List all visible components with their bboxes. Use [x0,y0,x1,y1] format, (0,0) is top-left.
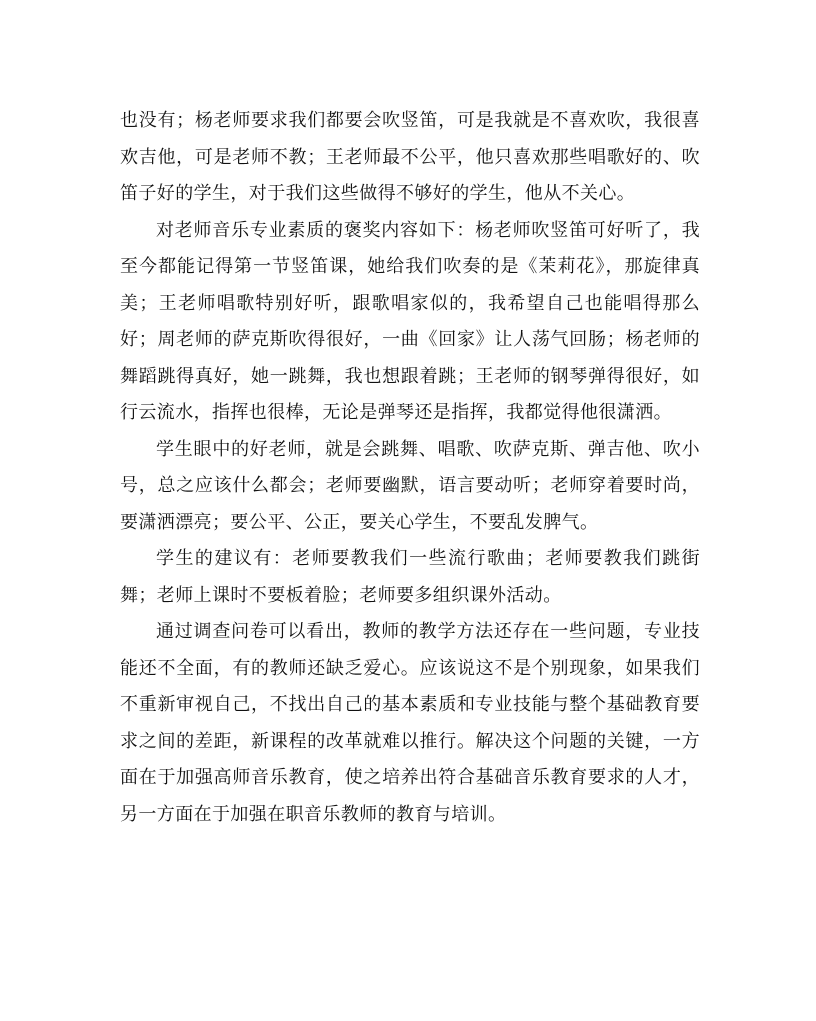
paragraph-good-teacher: 学生眼中的好老师，就是会跳舞、唱歌、吹萨克斯、弹吉他、吹小号，总之应该什么都会；老师要幽默，语言要动听；老师穿着要时尚，要潇洒漂亮；要公平、公正，要关心学生，不要乱发脾气。 [120,438,700,533]
document-body [120,103,700,833]
paragraph-praise: 对老师音乐专业素质的褒奖内容如下：杨老师吹竖笛可好听了，我至今都能记得第一节竖笛课，她给我们吹奏的是《茉莉花》，那旋律真美；王老师唱歌特别好听，跟歌唱家似的，我希望自己也能唱得那么好；周老师的萨克斯吹得很好，一曲《回家》让人荡气回肠；杨老师的舞蹈跳得真好，她一跳舞，我也想跟着跳；王老师的钢琴弹得很好，如行云流水，指挥也很棒，无论是弹琴还是指挥，我都觉得他很潇洒。 [120,219,700,423]
paragraph-suggestions: 学生的建议有：老师要教我们一些流行歌曲；老师要教我们跳街舞；老师上课时不要板着脸；老师要多组织课外活动。 [120,548,700,606]
paragraph-continuation: 也没有；杨老师要求我们都要会吹竖笛，可是我就是不喜欢吹，我很喜欢吉他，可是老师不教；王老师最不公平，他只喜欢那些唱歌好的、吹笛子好的学生，对于我们这些做得不够好的学生，他从不关心。 [120,110,700,204]
paragraph-conclusion: 通过调查问卷可以看出，教师的教学方法还存在一些问题，专业技能还不全面，有的教师还缺乏爱心。应该说这不是个别现象，如果我们不重新审视自己，不找出自己的基本素质和专业技能与整个基础教育要求之间的差距，新课程的改革就难以推行。解决这个问题的关键，一方面在于加强高师音乐教育，使之培养出符合基础音乐教育要求的人才，另一方面在于加强在职音乐教师的教育与培训。 [120,621,700,825]
